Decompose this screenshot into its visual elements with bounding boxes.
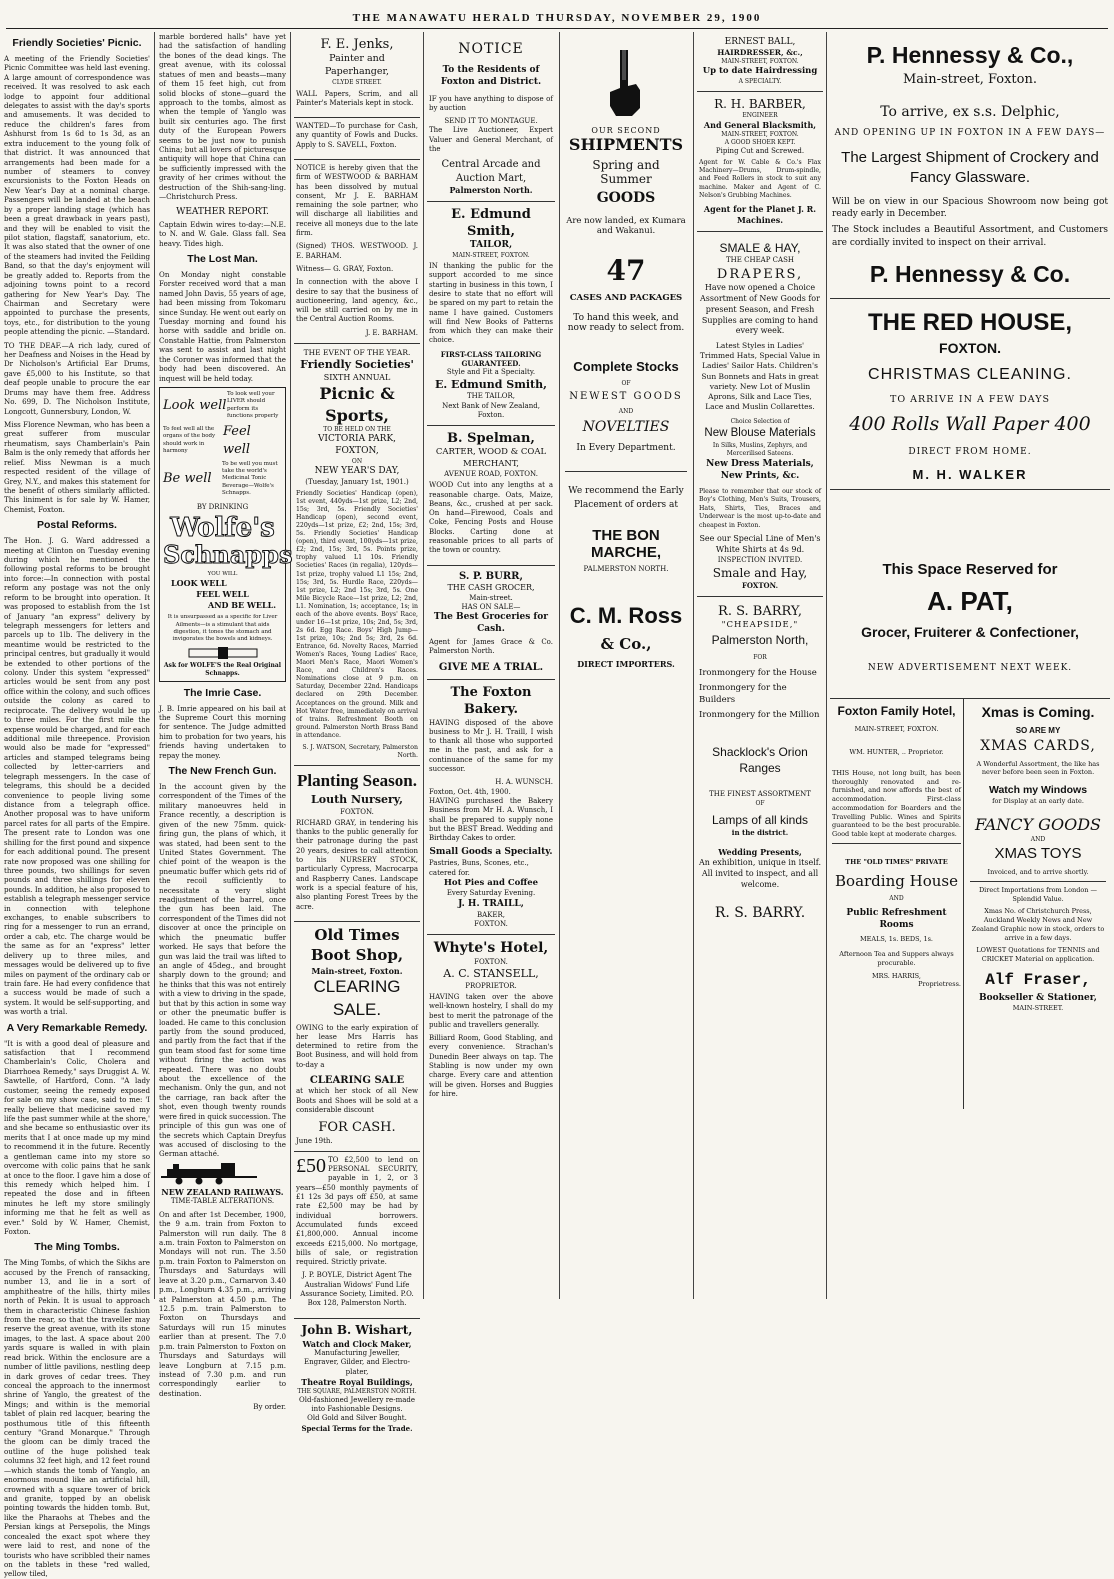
clearing-sale: CLEARING SALE. xyxy=(313,977,401,1019)
held-on: TO BE HELD ON THE xyxy=(323,425,391,433)
ad-text: (Signed) THOS. WESTWOOD. J. E. BARHAM. xyxy=(296,242,418,260)
ad-text: In connection with the above I desire to say that the business of auctioneering, land agency, &c., will be still carried on by me in the Central Auction Rooms. xyxy=(296,278,418,324)
wall-paper: 400 Rolls Wall Paper 400 xyxy=(849,413,1091,436)
red-house-ad xyxy=(830,299,1110,490)
xmas-coming: Xmas is Coming. xyxy=(981,704,1095,721)
iron-builders: Ironmongery for the Builders xyxy=(699,683,787,705)
give-trial: GIVE ME A TRIAL. xyxy=(438,661,544,673)
ad-text: The Stock includes a Beautiful Assortment, and Customers are cordially invited to inspect on their arrival. xyxy=(832,225,1108,248)
loan-amount: £50 xyxy=(296,1154,326,1177)
ad-text: THIS House, not long built, has been thoroughly renovated and re-furnished, and now affords the best of accommodation. First-class accommodation for Boarders and the Travelling Public. Wines and Spirits guaranteed to be the best procurable. Good table kept at moderate charges. xyxy=(832,768,961,839)
ad-signature: S. J. WATSON, Secretary, Palmerston North. xyxy=(302,743,418,760)
hairdresser: HAIRDRESSER, &c., xyxy=(717,48,803,58)
article-heading: The New French Gun. xyxy=(168,765,277,778)
wishart-name: John B. Wishart, xyxy=(301,1322,413,1337)
planting-season: Planting Season. xyxy=(297,771,417,791)
smale-hay: SMALE & HAY, xyxy=(719,241,801,256)
article-text: Miss Florence Newman, who has been a great sufferer from muscular rheumatism, says Chamberlain's Pain Balm is the only remedy that affords her relief. Miss Newman is a much respected resident of the village of Grey, N.Y., and makes this statement for the benefit of others similarly afflicted. This liniment is for sale by W. Hamer, Chemist, Foxton. xyxy=(4,419,150,514)
spring-summer: Spring and Summer xyxy=(592,158,660,186)
look-well-text: Look well xyxy=(163,398,227,413)
boot-street: Main-street, Foxton. xyxy=(311,965,403,976)
and-word-3: AND xyxy=(889,894,904,902)
ad-text: NOTICE is hereby given that the firm of WESTWOOD & BARHAM has been dissolved by mutual consent, Mr J. E. BARHAM remaining the sole partner, who will discharge all liabilities and receive all moneys due to the late firm. xyxy=(296,163,418,238)
carter-title: CARTER, WOOD & COAL MERCHANT, xyxy=(435,447,547,469)
wolfes-title: Wolfe's xyxy=(170,512,275,543)
ad-text: Old Gold and Silver Bought. xyxy=(307,1414,407,1423)
new-years-day: NEW YEAR'S DAY, xyxy=(314,465,400,476)
article-text: A meeting of the Friendly Societies' Picnic Committee was held last evening. A large amount of correspondence was received. It was resolved to ask each lodge to appoint four additional delegates to assist with the day's sports and amusements. It was decided to reduce the children's fares from Ashhurst from 1s 6d to 1s 3d, as an extra inducement to the young folk of that district. It was announced that arrangements had been made for a number of steamers to convey excursionists to the Foxton Heads on New Year's Day at a nominal charge. Passengers will be landed at the beach by a proper landing stage (which has been a great drawback in years past), and they will be enabled to visit the pilot station, flagstaff, sanatorium, etc. It was also stated that the owner of one of the steamers had invited the Feilding Band, so that the day's enjoyment will be greatly added to. Reports from the adjoining towns point to a record gathering for New Year's Day. The Chairman and Secretary were appointed to purchase the presents, toys, etc., for distribution to the young people attending the picnic. —Standard. xyxy=(4,53,150,337)
victoria-park: VICTORIA PARK, FOXTON, xyxy=(317,433,397,456)
smale-location: FOXTON. xyxy=(741,581,779,591)
has-on-sale: HAS ON SALE— xyxy=(461,602,521,611)
pat-grocer: Grocer, Fruiterer & Confectioner, xyxy=(861,624,1079,641)
column-4 xyxy=(427,32,555,1299)
burr-ad xyxy=(427,566,555,680)
article-text: Captain Edwin wires to-day:—N.E. to N. and W. Gale. Glass fall. Sea heavy. Tides high. xyxy=(159,219,286,248)
good-shoer: A GOOD SHOER KEPT. xyxy=(724,139,796,147)
landed: Are now landed, ex Kumara and Wakanui. xyxy=(566,216,686,236)
so-are-my: SO ARE MY xyxy=(1015,726,1061,736)
on-word: ON xyxy=(351,457,363,465)
column-rule xyxy=(423,32,424,1299)
ross-co: & Co., xyxy=(600,634,652,653)
cm-ross: C. M. Ross xyxy=(569,602,683,628)
wedding-presents: Wedding Presents, xyxy=(718,847,802,858)
ad-text: Xmas No. of Christchurch Press, Auckland Weekly News and New Zealand Graphic now in stock, orders to arrive in a few days. xyxy=(971,907,1105,942)
blacksmith: And General Blacksmith, xyxy=(703,120,817,131)
you-will: YOU WILL xyxy=(207,571,238,578)
ad-text: Pastries, Buns, Scones, etc., catered for. xyxy=(429,859,529,877)
loan-ad xyxy=(294,1152,420,1319)
of-word: OF xyxy=(621,380,631,387)
walker: M. H. WALKER xyxy=(912,467,1028,483)
article-heading: WEATHER REPORT. xyxy=(176,206,269,217)
column-rule xyxy=(826,32,827,1299)
goods: GOODS xyxy=(596,190,656,206)
ad-text: Have now opened a Choice Assortment of New Goods for present Season, and Fresh Supplies are coming to hand every week. xyxy=(700,283,820,336)
square-address: THE SQUARE, PALMERSTON NORTH. xyxy=(297,1387,417,1395)
divider xyxy=(832,843,961,844)
article-text: On Monday night constable Forster received word that a man named John Davis, 55 years of age, had been missing from Tokomaru since Sunday. He went out early on Tuesday morning and found his horse with saddle and bridle on. Constable Hattie, from Palmerston was sent to assist and last night the Coroner was informed that the body had been discovered. An inquest will be held today. xyxy=(159,269,286,383)
column-3 xyxy=(294,32,420,1433)
louth-nursery-ad xyxy=(294,766,420,922)
feel-well-caps: FEEL WELL xyxy=(196,589,249,600)
jenks-address: CLYDE STREET. xyxy=(332,78,382,86)
masthead-rule xyxy=(6,28,1108,29)
montague-ad xyxy=(427,32,555,202)
refreshment-rooms: Public Refreshment Rooms xyxy=(846,908,947,931)
column-6 xyxy=(697,32,823,1299)
ball-street: MAIN-STREET, FOXTON. xyxy=(721,58,799,66)
bon-location: PALMERSTON NORTH. xyxy=(583,564,669,573)
ad-text: Manufacturing Jeweller, Engraver, Gilder, and Electro-plater, xyxy=(303,1349,410,1376)
xmas-toys: XMAS TOYS xyxy=(994,844,1082,862)
next-bank: Next Bank of New Zealand, Foxton. xyxy=(442,401,540,419)
louth-location: FOXTON. xyxy=(340,807,374,816)
ad-text: LOWEST Quotations for TENNIS and CRICKET Material on application. xyxy=(976,946,1100,964)
shacklock: Shacklock's Orion Ranges xyxy=(712,744,808,775)
picnic-date: (Tuesday, January 1st, 1901.) xyxy=(305,477,409,486)
and-word: AND xyxy=(618,408,634,415)
burr-name: S. P. BURR, xyxy=(459,570,523,582)
ad-text: RICHARD GRAY, in tendering his thanks to the public generally for their patronage during the past 20 years, desires to call attention to his NURSERY STOCK, particularly Cypress, Macrocarpa and Raspberry Canes. Landscape work is a special feature of his, also planting Forest Trees by the acre. xyxy=(296,818,418,911)
piping: Piping Cut and Screwed. xyxy=(715,147,805,156)
hennessy-title: P. Hennessy & Co., xyxy=(866,42,1074,68)
ad-text: IF you have anything to dispose of by auction xyxy=(429,94,553,112)
shipments: SHIPMENTS xyxy=(568,135,684,154)
ad-text: Please to remember that our stock of Boy's Clothing, Men's Suits, Trousers, Hats, Shirts, Ties, Braces and Underwear is the most up-to-date and cheapest in Foxton. xyxy=(699,488,821,529)
in-district: in the district. xyxy=(731,827,789,837)
fraser-ad xyxy=(968,699,1108,1109)
baker-location: FOXTON. xyxy=(474,919,508,928)
article-heading: A Very Remarkable Remedy. xyxy=(6,1021,148,1034)
foxton-district: Foxton and District. xyxy=(440,76,542,87)
wishart-ad xyxy=(294,1319,420,1438)
dissolution-notice xyxy=(294,160,420,344)
exhibition: An exhibition, unique in itself. xyxy=(699,858,821,868)
feel-well-text: Feel well xyxy=(222,424,251,457)
notice-title: NOTICE xyxy=(458,41,524,57)
burr-street: Main-street. xyxy=(469,593,513,602)
lamps: Lamps of all kinds xyxy=(711,812,809,827)
engineer: ENGINEER xyxy=(742,112,778,120)
blouse-sub: In Silks, Muslins, Zephyrs, and Mercerilised Sateens. xyxy=(712,441,808,457)
look-well-caps: LOOK WELL xyxy=(171,578,227,589)
ad-text: WANTED—To purchase for Cash, any quantity of Fowls and Ducks. Apply to S. SAVELL, Foxton. xyxy=(296,122,418,149)
cheap-cash: THE CHEAP CASH xyxy=(726,256,794,265)
clearing-sale-2: CLEARING SALE xyxy=(309,1075,405,1087)
cash-grocer: THE CASH GROCER, xyxy=(447,582,535,592)
planet: Agent for the Planet J. R. Machines. xyxy=(703,204,817,226)
first-class-tailoring: FIRST-CLASS TAILORING GUARANTEED. xyxy=(440,349,542,369)
bon-marche-ad xyxy=(563,32,689,669)
small-goods: Small Goods a Specialty. xyxy=(429,847,553,858)
theatre-royal: Theatre Royal Buildings, xyxy=(301,1377,413,1388)
railway-title: NEW ZEALAND RAILWAYS. xyxy=(161,1186,284,1197)
wanted-ad xyxy=(294,118,420,160)
bookseller: Bookseller & Stationer, xyxy=(979,992,1097,1003)
best-groceries: The Best Groceries for Cash. xyxy=(433,612,549,635)
a-pat: A. PAT, xyxy=(927,586,1013,616)
ad-text: HAVING taken over the above well-known hostelry, I shall do my best to merit the patronage of the public and travellers generally. xyxy=(429,992,553,1029)
railway-sub: TIME-TABLE ALTERATIONS. xyxy=(170,1197,275,1206)
article-text: J. B. Imrie appeared on his bail at the Supreme Court this morning for sentence. The Judge admitted him to probation for two years, his friends having undertaken to repay the money. xyxy=(159,703,286,760)
xmas-cards: XMAS CARDS, xyxy=(980,737,1096,754)
special-line: See our Special Line of Men's White Shirts at 4s 9d. xyxy=(699,533,821,554)
all-invited: All invited to inspect, and all welcome. xyxy=(701,868,819,889)
article-text: On and after 1st December, 1900, the 9 a.m. train from Foxton to Palmerston will run daily. The 8 a.m. train Foxton to Palmerston on Mondays will not run. The 3.50 p.m. train Foxton to Palmerston on Thursdays and Saturdays will leave at 3.20 p.m., Carnarvon 3.40 p.m., Longburn 4.35 p.m., arriving at Palmerston at 4.50 p.m. The 12.5 p.m. train Palmerston to Foxton on Thursdays and Saturdays will run 15 minutes earlier than at present. The 7.0 p.m. train Palmerston to Foxton on Thursdays and Saturdays will leave Longburn at 7.15 p.m. instead of 7.30 p.m. and run correspondingly earlier to destination. xyxy=(159,1209,286,1398)
ad-signature: H. A. WUNSCH. xyxy=(495,778,553,787)
feel-well-sub: To feel well all the organs of the body should work in harmony xyxy=(163,425,216,454)
be-well-text: Be well xyxy=(163,471,212,487)
hotel-ad xyxy=(830,699,964,1109)
masthead-text: THE MANAWATU HERALD THURSDAY, NOVEMBER 29, 1900 xyxy=(352,12,762,24)
and-word-4: AND xyxy=(1030,835,1046,843)
article-heading: Friendly Societies' Picnic. xyxy=(12,37,142,49)
ball-ad xyxy=(697,32,823,92)
count-47: 47 xyxy=(606,254,646,287)
ad-text: IN thanking the public for the support accorded to me since starting in business in this town, I desire to state that no effort will be spared on my part to retain the name I have gained. Customers will find New Books of Patterns from which they can make their choice. xyxy=(429,262,553,345)
column-rule xyxy=(290,32,291,1299)
pat-ad xyxy=(830,490,1110,699)
our-second: OUR SECOND xyxy=(591,126,661,135)
hotel-street: MAIN-STREET, FOXTON. xyxy=(854,725,939,734)
ad-text: Old-fashioned Jewellery re-made into Fashionable Designs. xyxy=(298,1395,416,1413)
ad-text: TO £2,500 to lend on PERSONAL SECURITY, payable in 1, 2, or 3 years—£50 monthly payments of £1 12s 3d pays off £50, at same rate £2,500 may be had by individual borrowers. Accumulated funds exceed £1,800,000. Annual income exceeds £215,000. No mortgage, bills of sale, or registration required. Strictly private. xyxy=(296,1155,418,1267)
louth-nursery: Louth Nursery, xyxy=(311,792,403,806)
every-department: In Every Department. xyxy=(576,443,676,453)
by-drinking: BY DRINKING xyxy=(196,503,249,512)
inspection: INSPECTION INVITED. xyxy=(717,555,803,564)
novelties: NOVELTIES xyxy=(582,419,670,435)
ad-text: Special Terms for the Trade. xyxy=(301,1423,413,1433)
meals: MEALS, 1s. BEDS, 1s. xyxy=(860,935,933,944)
hennessy-street: Main-street, Foxton. xyxy=(903,72,1037,88)
barry-name: R. S. BARRY, xyxy=(718,603,802,619)
newest-goods: NEWEST GOODS xyxy=(569,391,683,402)
jenks-ad xyxy=(294,32,420,118)
tailor-name: E. Edmund Smith, xyxy=(451,206,531,239)
cheapside: "CHEAPSIDE," xyxy=(721,620,799,631)
hot-pies: Hot Pies and Coffee xyxy=(443,878,539,888)
ad-date: Foxton, Oct. 4th, 1900. xyxy=(429,787,511,796)
finest: THE FINEST ASSORTMENT xyxy=(709,790,811,799)
column-rule xyxy=(559,32,560,1299)
masthead xyxy=(0,0,1114,30)
ask-for-wolfes: Ask for WOLFE'S the Real Original Schnapps. xyxy=(163,661,282,677)
every-saturday: Every Saturday Evening. xyxy=(446,889,536,898)
article-text: The Ming Tombs, of which the Sikhs are accused by the French of ransacking, number 13, and lie in a sort of amphitheatre of the hills, thirty miles north of Pekin. It is usual to approach them in characteristic Chinese fashion from the rear, so that the traveller may reserve the great avenue, with its stone images, to the last. A space about 200 yards square is walled in with plain read brick. Within the enclosure are a number of little pavilions, nestling deep in dark groves of cedar trees. They conceal the approach to the innermost shrine of Yanglo, the greatest of the Mings; and within is the memorial tablet of plain red lacquer, bearing the posthumous title of this fifteenth century "Grand Monarque." Through the gloom can be dimly traced the outline of the huge polished teak columns 32 feet high, and 12 feet round—which stands the tomb of Yanglo, an enormous mound like an artificial hill, crowned with a square tower of brick and granite, topped by an obelisk pointing towards the hidden tomb. But, like the Pharaohs at Thebes and the Persian kings at Persepolis, the Mings concealed the exact spot where they were laid to rest, and none of the tourists who have scribbled their names on the tablets in these "red walled, yellow tiled, xyxy=(4,1258,150,1579)
column-7 xyxy=(830,32,1110,1299)
old-times: THE "OLD TIMES" PRIVATE xyxy=(845,857,948,866)
ad-text: HAVING disposed of the above business to Mr J. H. Traill, I wish to thank all those who supported me in the past, and ask for a continuance of the same for my successor. xyxy=(429,718,553,774)
smale-hay-2: Smale and Hay, xyxy=(712,565,808,580)
article-heading: Postal Reforms. xyxy=(37,519,117,532)
pointing-hand-icon xyxy=(606,48,646,118)
red-house: THE RED HOUSE, xyxy=(867,308,1073,336)
article-text: TO THE DEAF.—A rich lady, cured of her Deafness and Noises in the Head by Dr Nicholson's Artificial Ear Drums, gave £5,000 to his Institute, so that deaf people unable to procure the ear Drums may have them free. Address No. 699, D. The Nicholson Institute, Longcott, Gunnersbury, London, W. xyxy=(4,340,150,416)
bottom-ads xyxy=(830,699,1110,1109)
direct-home: DIRECT FROM HOME. xyxy=(908,447,1032,458)
ad-text: Witness— G. GRAY, Foxton. xyxy=(296,264,394,273)
column-1 xyxy=(4,32,150,1579)
barry-name-2: R. S. BARRY. xyxy=(714,905,806,922)
specialty: A SPECIALTY. xyxy=(738,77,782,85)
divider xyxy=(970,881,1106,882)
jenks-name: F. E. Jenks, xyxy=(320,37,394,52)
style-fit: Style and Fit a Specialty. xyxy=(446,368,536,377)
stansell-name: A. C. STANSELL, xyxy=(443,967,539,981)
sixth-annual: SIXTH ANNUAL xyxy=(323,372,391,382)
article-text: marble bordered halls" have yet had the satisfaction of handling the bones of the dead kings. The great avenue, with its colossal statues of men and beasts—many of them 15 feet high, cut from solid blocks of stone—guard the approach to the tombs, almost as when the temple of Yanglo was built six centuries ago. The first duty of the European Powers seems to be just now to punish China; but all lovers of picturesque antiquity will hope that China can be sufficiently impressed with the gravity of her crimes without the destruction of the Shih-sang-ling.—Christchurch Press. xyxy=(159,32,286,202)
tailor-street: MAIN-STREET, FOXTON. xyxy=(452,252,530,260)
iron-house: Ironmongery for the House xyxy=(699,667,817,678)
palmerston: Palmerston North. xyxy=(449,184,533,195)
be-well-sub: To be well you must take the world's Medicinal Tonic Beverage—Wolfe's Schnapps. xyxy=(222,460,278,497)
wolfes-schnapps-ad xyxy=(159,387,293,682)
proprietor: PROPRIETOR. xyxy=(465,981,517,990)
display: for Display at an early date. xyxy=(992,797,1084,806)
barry-location: Palmerston North, xyxy=(711,632,809,647)
ad-text: HAVING purchased the Bakery Business from Mr H. A. Wunsch, I shall be prepared to supply none but the BEST Bread. Wedding and Birthday Cakes to order. xyxy=(429,796,553,843)
iron-million: Ironmongery for the Million xyxy=(699,710,820,721)
article-heading: The Lost Man. xyxy=(187,253,258,265)
cases-packages: CASES AND PACKAGES xyxy=(569,293,683,303)
send-montague: SEND IT TO MONTAGUE. xyxy=(444,117,538,126)
mrs-harris: MRS. HARRIS, xyxy=(872,971,921,980)
tailor-title: TAILOR, xyxy=(469,240,513,251)
picnic-ad xyxy=(294,344,420,766)
look-well-sub: To look well your LIVER should perform its functions properly xyxy=(227,391,279,419)
arrive-days: TO ARRIVE IN A FEW DAYS xyxy=(889,393,1051,405)
for-cash: FOR CASH. xyxy=(318,1120,396,1136)
hennessy-ad xyxy=(830,32,1110,299)
signature: By order. xyxy=(253,1402,286,1412)
of-word-2: OF xyxy=(755,799,765,807)
drapers: DRAPERS, xyxy=(716,266,804,282)
column-rule xyxy=(154,32,155,1299)
complete-stocks: Complete Stocks xyxy=(573,359,679,374)
bon-marche: THE BON MARCHE, xyxy=(591,526,661,561)
traill-name: J. H. TRAILL, xyxy=(458,898,524,909)
ad-text: A Wonderful Assortment, the like has never before been seen in Foxton. xyxy=(976,759,1100,777)
railway-engine-icon xyxy=(159,1163,286,1185)
family-hotel: Foxton Family Hotel, xyxy=(837,704,956,719)
ad-signature: J. P. BOYLE, District Agent The Australian Widows' Fund Life Assurance Society, Limited. P.O. Box 128, Palmerston North. xyxy=(300,1271,414,1308)
dress-materials: New Dress Materials, New Prints, &c. xyxy=(706,458,814,481)
boot-shop-ad xyxy=(294,922,420,1152)
friendly-societies: Friendly Societies' xyxy=(300,358,414,371)
ad-text: Latest Styles in Ladies' Trimmed Hats, Special Value in Ladies' Sailor Hats. Children's Sun Bonnets and Hats in great variety. New Lot of Muslin Aprons, Silk and Lace Ties, Lace and Muslin Collarettes. xyxy=(699,341,821,411)
hunter: WM. HUNTER, .. Proprietor. xyxy=(849,748,944,757)
to-hand: To hand this week, and now ready to select from. xyxy=(567,313,685,333)
ad-text: Direct Importations from London —Splendid Value. xyxy=(978,885,1098,903)
hennessy-title-2: P. Hennessy & Co. xyxy=(869,260,1071,287)
ad-date: June 19th. xyxy=(296,1136,333,1145)
baker-title: BAKER, xyxy=(476,910,506,919)
choice-selection: Choice Selection of xyxy=(730,418,790,426)
new-ad-next-week: NEW ADVERTISEMENT NEXT WEEK. xyxy=(867,662,1073,673)
column-rule xyxy=(693,32,694,1299)
schnapps-title: Schnapps xyxy=(163,539,293,569)
alf-fraser: Alf Fraser, xyxy=(985,971,1091,989)
boarding-house: Boarding House xyxy=(835,871,958,890)
ad-text: WOOD Cut into any lengths at a reasonable charge. Oats, Maize, Beans, &c., crushed at per sack. On hand—Firewood, Coals and Coke, Fencing Posts and House Blocks. Carting done at reasonable prices to all parts of the town or country. xyxy=(429,481,553,555)
ad-text: The Live Auctioneer, Expert Valuer and General Merchant, of the xyxy=(429,126,553,154)
ball-name: ERNEST BALL, xyxy=(724,37,796,47)
be-well-caps: AND BE WELL. xyxy=(207,599,276,610)
column-5 xyxy=(563,32,689,1299)
central-arcade: Central Arcade and Auction Mart, xyxy=(441,159,541,184)
blouse-materials: New Blouse Materials xyxy=(704,427,816,440)
recommend: We recommend the Early Placement of orders at xyxy=(568,486,684,511)
whyte-location: FOXTON. xyxy=(474,957,508,966)
whytes-hotel-ad xyxy=(427,935,555,1108)
bakery-ad xyxy=(427,680,555,935)
red-house-location: FOXTON. xyxy=(939,340,1001,357)
column-2 xyxy=(159,32,293,1412)
proprietress: Proprietress. xyxy=(918,980,961,989)
boot-shop-title: Old Times Boot Shop, xyxy=(310,925,404,964)
afternoon-tea: Afternoon Tea and Suppers always procurable. xyxy=(839,950,954,967)
barber-street: MAIN-STREET, FOXTON. xyxy=(721,131,799,138)
tailor-title-2: THE TAILOR, xyxy=(466,392,516,401)
article-text: The Hon. J. G. Ward addressed a meeting at Clinton on Tuesday evening during which he mentioned the following postal reforms to be brought into force:—In connection with postal reform any postage was not the only reform to be brought into operation. It was proposed to establish from the 1st of January "an express" delivery by telegraph messengers for letters and parcels up to 1lb. The delivery in the meantime would be restricted to the principal centres, but gradually it would be extended to other portions of the colony. Under this system "expressed" articles would be sent from any post office within the colony, and such offices outside the colony as cared to reciprocate. The delivery would be up to three miles. For the first mile the expense would be charged, and for each additional mile threepence. Provision would also be made for "expressed" articles and stamped telegrams being collected by letter-carriers and telegraph messengers. In the case of telegrams, this should be a decided convenience to people living some distance from a telegraph office. Another proposal was to have uniform parcel rates for all parts of the Empire. The present rate to London was one shilling for the first pound and sixpence for each additional pound. The present rate now proposed was one shilling for three pounds, two shillings for seven pounds and three shillings for eleven pounds. In addition, he also proposed to establish a telegraph messenger service in connection with telephone exchanges, to enable subscribers to ring for a messenger to run an errand, order a cab, etc. The charge would be the same as for an "express" letter delivery up to three miles, and messages would be delivered up to five miles on payment of the ordinary cab or train fare. He had every confidence that a success would be made of such a system. It would be self-supporting, and was worth a trial. xyxy=(4,536,150,1017)
bottle-icon xyxy=(163,647,282,659)
article-heading: The Ming Tombs. xyxy=(34,1241,120,1254)
spelman-name: B. Spelman, xyxy=(447,431,535,447)
ad-text: Will be on view in our Spacious Showroom now being got ready early in December. xyxy=(832,197,1108,220)
ad-text: Billiard Room, Good Stabling, and every convenience. Strachan's Dunedin Beer always on tap. The Stabling is now under my own charge. Every care and attention will be given. Horses and Buggies for hire. xyxy=(429,1034,553,1098)
article-text: "It is with a good deal of pleasure and satisfaction that I recommend Chamberlain's Colic, Cholera and Diarrhoea Remedy," says Druggist A. W. Sawtelle, of Hartford, Conn. "A lady customer, seeing the remedy exposed for sale on my show case, said to me: 'I really believe that medicine saved my life the past summer while at the shore,' and she became so enthusiastic over its merits that I at once made up my mind to recommend it in the future. Recently a gentleman came into my store so overcome with colic pains that he sank at once to the floor. I gave him a dose of this remedy which helped him. I repeated the dose and in fifteen minutes he left my store smilingly informing me that he felt as well as ever." Sold by W. Hamer, Chemist, Foxton. xyxy=(4,1038,150,1237)
divider xyxy=(565,471,687,472)
invoiced: Invoiced, and to arrive shortly. xyxy=(987,868,1089,877)
avenue-road: AVENUE ROAD, FOXTON. xyxy=(444,470,538,478)
tailor-ad xyxy=(427,202,555,427)
ad-signature: J. E. BARHAM. xyxy=(365,328,418,337)
ad-text: WALL Papers, Scrim, and all Painter's Materials kept in stock. xyxy=(296,89,418,107)
ad-text: Agent for W. Cable & Co.'s Flax Machinery—Drums, Drum-spindle, and Feed Rollers in stock to suit any machine. Maker and Agent of C. Nelson's Grubbing Machines. xyxy=(699,158,821,200)
jenks-trade: Painter and Paperhanger, xyxy=(325,53,389,77)
wishart-trade: Watch and Clock Maker, xyxy=(302,1338,412,1349)
ad-text: OWING to the early expiration of her lease Mrs Harris has determined to retire from the Boot Business, and will hold from to-day a xyxy=(296,1023,418,1069)
article-text: In the account given by the correspondent of the Times of the military manoeuvres held in France recently, a description is given of the new 75mm. quick-firing gun, the plans of which, it was stated, had been sent to the United States Government. The chief point of the weapon is the pneumatic buffer which gets rid of the recoil sufficiently to necessitate a very slight readjustment of the barrel, once the gun has been laid. The correspondent of the Times did not discover at once the principle on which the pneumatic buffer worked. He says that before the gun was laid the trail was lifted to an angle of 45deg., and brought sharply down to the ground; and he thinks that this was not entirely with a view to driving in the spade, but that by this action in some way or other the pneumatic buffer is loaded. He came to this conclusion partly from the sound produced, and partly from the fact that if the gun team stood fast for some time without firing the action was repeated. There was no doubt about the excellence of the mechanism. Only the gun, and not the carriage, ran back after the shot, even though twenty rounds were fired in quick succession. The principle of this gun was one of the secrets which Captain Dreyfus was accused of disclosing to the German attaché. xyxy=(159,781,286,1159)
event-of-year: THE EVENT OF THE YEAR. xyxy=(303,348,411,358)
barry-ad xyxy=(697,597,823,930)
space-reserved: This Space Reserved for xyxy=(882,560,1058,578)
up-to-date: Up to date Hairdressing xyxy=(702,66,818,77)
largest-shipment: The Largest Shipment of Crockery and Fancy Glassware. xyxy=(841,148,1099,186)
alf-street: MAIN-STREET. xyxy=(1012,1003,1064,1012)
ad-text: Friendly Societies' Handicap (open), 1st event, 440yds—1st prize, L2; 2nd, 15s; 3rd, 5s. Friendly Societies' Handicap (open), second event, 220yds—1st prize, £2; 2nd, 15s; 3rd, 5s. Friendly Societies' Handicap (open), third event, 100yds—1st prize, £2; 2nd, 15s; 3rd, 5s. Points prize, trophy valued L1 10s. Friendly Societies' Races (in regalia), 120yds—1st prize, trophy valued L1 15s; 2nd, 15s; 3rd, 5s. Hurdle Race, 220yds—1st prize, L2; 2nd 15s; 3rd, 5s. One Mile Bicycle Race—1st prize, L2; 2nd, L1. Nomination, 1s; acceptance, 1s; in each of the above events. Boys' Race, under 16—1st prize, 10s; 2nd, 5s; 3rd, 2s 6d. Egg Race. Boys' High Jump—1st prize, 10s; 2nd 5s; 3rd, 2s 6d. Entrance, 6d. Novelty Races, Married Women's Races, Young Ladies' Race, Maori Men's Race, Maori Women's Race, and Children's Races. Nominations close at 9 p.m. on Saturday, December 22nd. Handicaps declared on 29th December. Acceptances on the ground. Milk and Hot Water free, immediately on arrival of trains. Refreshment Booth on ground. Palmerston North Brass Band in attendance. xyxy=(296,489,418,739)
delphic: To arrive, ex s.s. Delphic, xyxy=(880,103,1060,120)
whytes-title: Whyte's Hotel, xyxy=(433,940,549,957)
christmas-cleaning: CHRISTMAS CLEANING. xyxy=(868,366,1072,384)
spelman-ad xyxy=(427,426,555,566)
fancy-goods: FANCY GOODS xyxy=(975,815,1101,835)
opening-up: AND OPENING UP IN FOXTON IN A FEW DAYS— xyxy=(834,128,1106,139)
to-residents: To the Residents of xyxy=(442,64,540,75)
barber-ad xyxy=(697,92,823,232)
article-heading: The Imrie Case. xyxy=(183,686,262,699)
direct-importers: DIRECT IMPORTERS. xyxy=(577,658,675,669)
ad-text: Agent for James Grace & Co. Palmerston North. xyxy=(429,638,553,656)
smale-hay-ad xyxy=(697,232,823,597)
bakery-title: The Foxton Bakery. xyxy=(450,685,532,718)
watch-windows: Watch my Windows xyxy=(988,784,1088,797)
for-word: FOR xyxy=(753,653,767,661)
ad-text: at which her stock of all New Boots and Shoes will be sold at a considerable discount xyxy=(296,1087,418,1114)
tailor-name-2: E. Edmund Smith, xyxy=(435,377,547,391)
wolfes-desc: It is unsurpassed as a specific for Liver Ailments—is a stimulant that aids digestion, it tones the stomach and invigorates the bowels and kidneys. xyxy=(167,614,278,643)
barber-name: R. H. BARBER, xyxy=(714,96,806,111)
picnic-sports: Picnic & Sports, xyxy=(319,384,395,425)
